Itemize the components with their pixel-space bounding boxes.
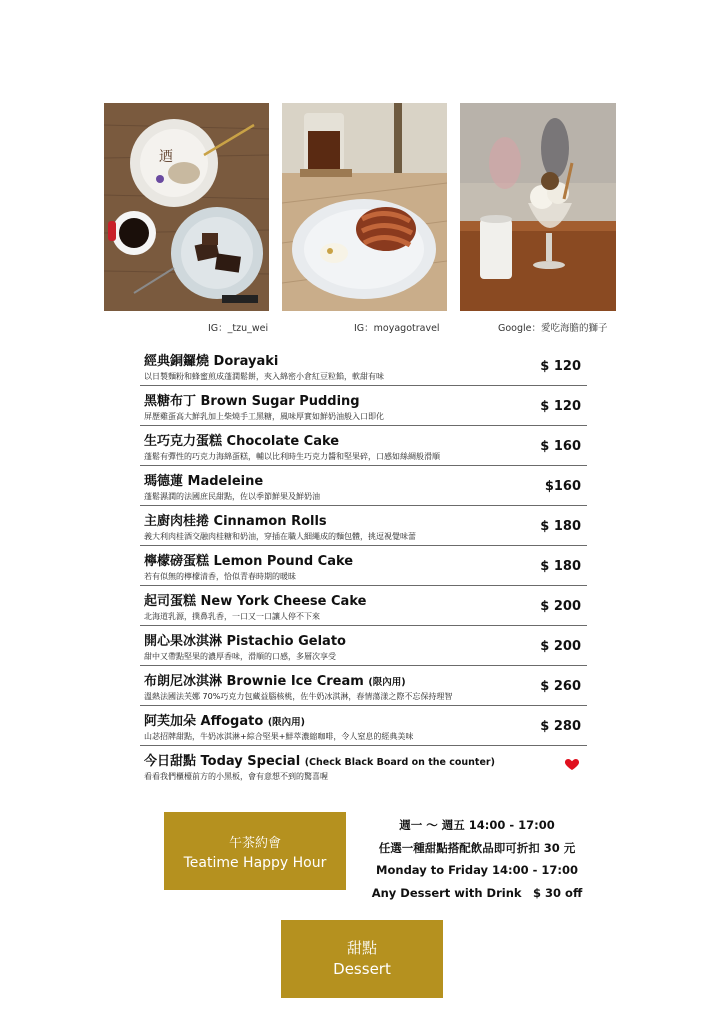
section-label-zh: 甜點	[346, 939, 377, 957]
menu-item-brown-sugar-pudding	[140, 386, 587, 426]
menu-item-description: 屏歷雞蛋高大鮮乳加上柴燒手工黑糖，風味厚實如鮮奶油般入口即化	[144, 412, 384, 421]
menu-item-description: 山苾招牌甜點，牛奶冰淇淋+綜合堅果+鮮萃濃縮咖啡，令人窒息的經典美味	[144, 732, 414, 741]
menu-item-name: 開心果冰淇淋 Pistachio Gelato	[144, 634, 346, 649]
happy-hour-time-zh: 週一 ～ 週五 14:00 - 17:00	[399, 818, 555, 832]
happy-hour-details	[368, 814, 586, 904]
menu-item-name: 主廚肉桂捲 Cinnamon Rolls	[144, 514, 327, 529]
menu-item-name: 經典銅鑼燒 Dorayaki	[144, 354, 279, 369]
photo-credit: IG：_tzu_wei	[208, 323, 269, 334]
happy-hour-offer-en: Any Dessert with Drink $ 30 off	[371, 885, 583, 900]
dessert-menu-list	[140, 346, 587, 786]
menu-item-name-text: 布朗尼冰淇淋 Brownie Ice Cream	[144, 674, 364, 689]
menu-item-lemon-pound-cake	[140, 546, 587, 586]
menu-item-description: 義大利肉桂酒交融肉桂糖和奶油，穿插在職人細繩成的麵包體，挑逗視覺味蕾	[144, 532, 416, 541]
menu-item-name	[144, 750, 495, 769]
menu-item-chocolate-cake	[140, 426, 587, 466]
menu-item-name: 生巧克力蛋糕 Chocolate Cake	[144, 434, 340, 449]
menu-item-dorayaki	[140, 346, 587, 386]
menu-item-name-text: 今日甜點 Today Special	[144, 754, 301, 769]
menu-item-pistachio-gelato	[140, 626, 587, 666]
menu-item-brownie-ice-cream	[140, 666, 587, 706]
teatime-happy-hour-banner	[164, 812, 346, 890]
menu-item-name: 起司蛋糕 New York Cheese Cake	[144, 594, 367, 609]
menu-item-name	[144, 670, 406, 689]
photo-credit: IG：moyagotravel	[354, 323, 440, 334]
svg-text:迺: 迺	[159, 149, 173, 165]
photo-credit: Google：愛吃海膽的獅子	[498, 323, 608, 334]
special-note: (Check Black Board on the counter)	[304, 757, 495, 768]
dine-in-note: (限內用)	[267, 717, 305, 728]
menu-item-name: 瑪德蓮 Madeleine	[144, 474, 264, 489]
menu-item-price: $ 200	[540, 599, 581, 614]
teatime-label-en: Teatime Happy Hour	[183, 855, 327, 871]
menu-item-description: 蓬鬆濕潤的法國庶民甜點，佐以季節鮮果及鮮奶油	[144, 492, 320, 501]
dine-in-note: (限內用)	[368, 677, 406, 688]
menu-item-price: $160	[544, 479, 581, 494]
menu-item-description: 北海道乳源，撲鼻乳香，一口又一口讓人停不下來	[144, 612, 320, 621]
heart-icon	[564, 756, 580, 772]
menu-item-price: $ 180	[540, 519, 581, 534]
menu-item-price: $ 180	[540, 559, 581, 574]
menu-item-price: $ 120	[540, 399, 581, 414]
menu-item-name-text: 阿芙加朵 Affogato	[144, 714, 264, 729]
menu-item-today-special	[140, 746, 587, 786]
menu-item-price: $ 120	[540, 359, 581, 374]
menu-item-description: 甜中又帶點堅果的濃厚香味，滑順的口感，多層次享受	[144, 652, 336, 661]
menu-item-madeleine	[140, 466, 587, 506]
happy-hour-time-en: Monday to Friday 14:00 - 17:00	[376, 863, 578, 877]
photo-cinnamon-roll	[282, 103, 447, 311]
photo-dorayaki-brownie	[104, 103, 269, 311]
menu-item-description: 若有似無的檸檬清香，恰似青春時期的暖昧	[144, 572, 296, 581]
dessert-section-banner	[281, 920, 443, 998]
menu-item-description: 溫熱法國法芙娜 70%巧克力包藏益腦核桃，佐牛奶冰淇淋，春情蕩漾之際不忘保持理智	[144, 692, 453, 701]
menu-item-price: $ 200	[540, 639, 581, 654]
menu-item-price: $ 160	[540, 439, 581, 454]
section-label-en: Dessert	[333, 960, 391, 978]
menu-item-price: $ 260	[540, 679, 581, 694]
menu-item-cinnamon-rolls	[140, 506, 587, 546]
menu-item-description: 以日製麵粉和蜂蜜煎成蓬潤鬆餅，夾入綿密小倉紅豆粒餡，軟甜有味	[144, 372, 384, 381]
menu-item-affogato	[140, 706, 587, 746]
menu-item-description: 蓬鬆有彈性的巧克力海綿蛋糕，輔以比利時生巧克力醬和堅果碎，口感如絲綢般滑順	[144, 452, 440, 461]
menu-item-price: $ 280	[540, 719, 581, 734]
teatime-label-zh: 午茶約會	[228, 836, 281, 851]
happy-hour-offer-zh: 任選一種甜點搭配飲品即可折扣 30 元	[378, 840, 576, 855]
menu-item-cheese-cake	[140, 586, 587, 626]
menu-item-name: 黑糖布丁 Brown Sugar Pudding	[144, 394, 360, 409]
menu-item-description: 看看我們櫃檯前方的小黑板，會有意想不到的驚喜喔	[144, 772, 328, 781]
photo-affogato	[460, 103, 616, 311]
menu-item-name	[144, 710, 305, 729]
menu-item-name: 檸檬磅蛋糕 Lemon Pound Cake	[144, 554, 354, 569]
